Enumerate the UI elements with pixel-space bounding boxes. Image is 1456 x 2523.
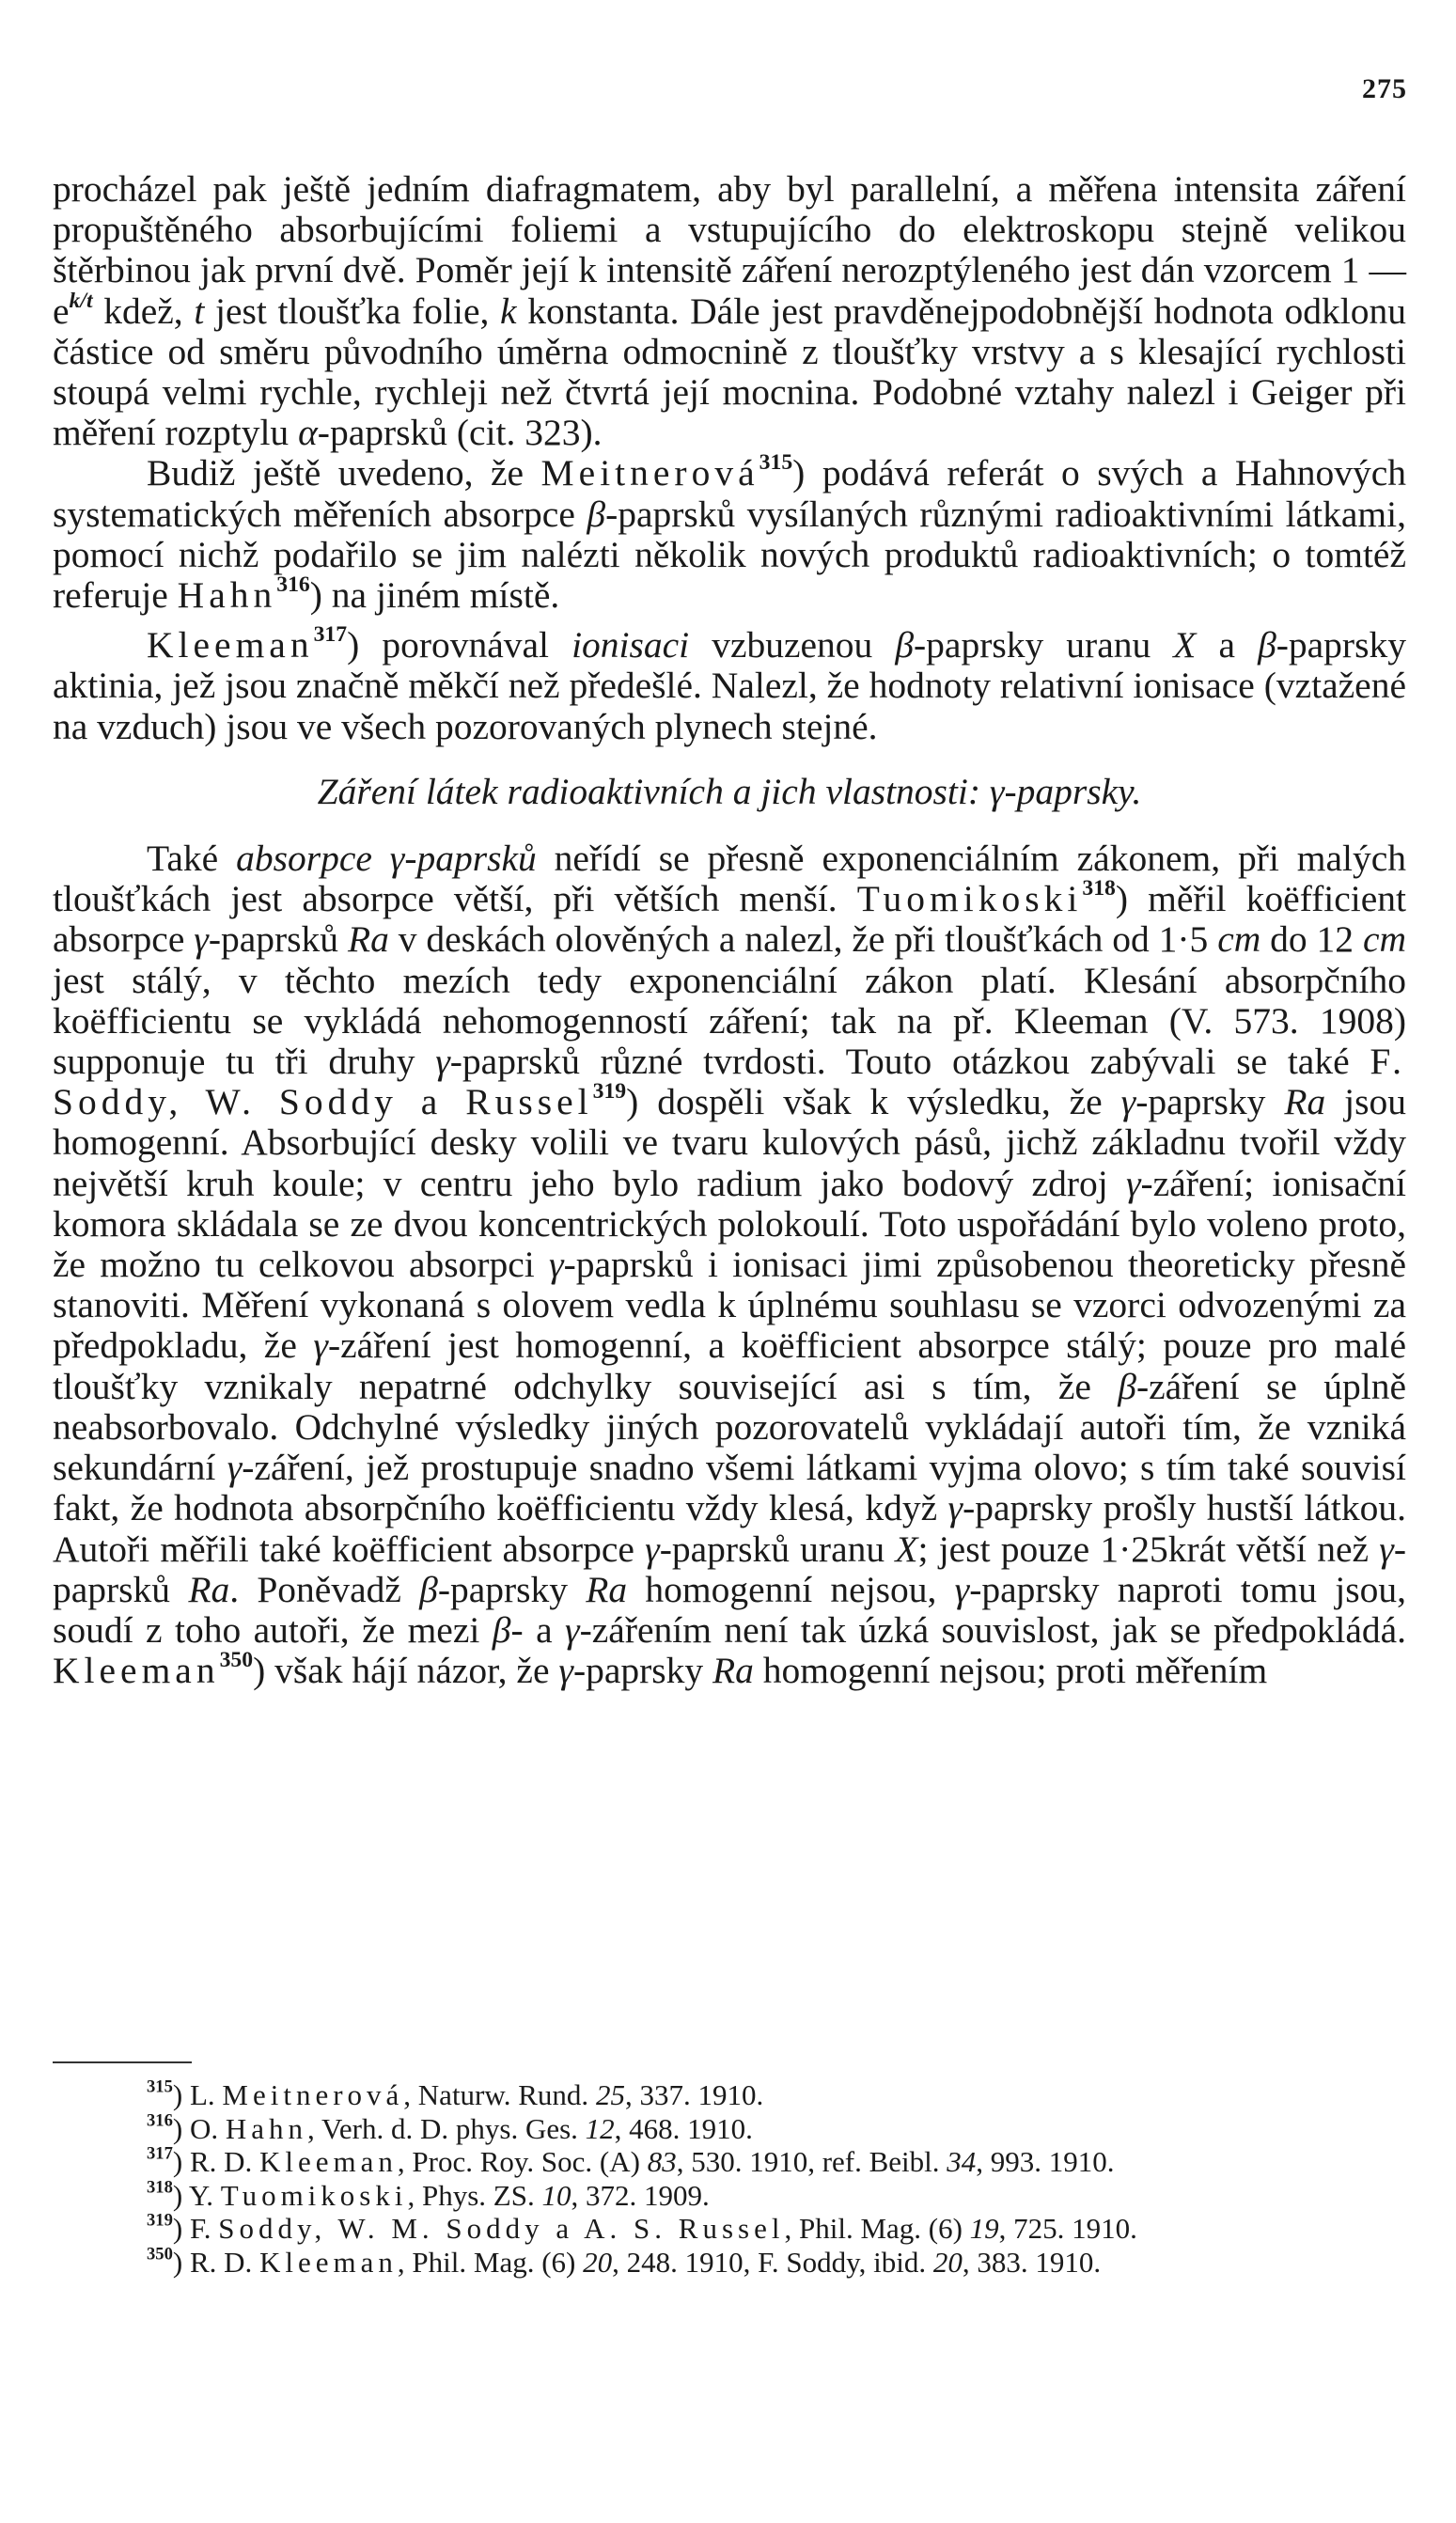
footnote-316: $^{316}$) O. Hahn, Verh. d. D. phys. Ges. 12, 468. 1910. <box>147 2110 753 2145</box>
footnote-317: $^{317}$) R. D. Kleeman, Proc. Roy. Soc. (A) 83, 530. 1910, ref. Beibl. 34, 993. 1910. <box>147 2143 1115 2178</box>
paragraph-1: procházel pak ještě jedním diafragmatem, aby byl parallelní, a měřena intensita záření propuštěného absorbujícími foliemi a vstupujícího do elektroskopu stejně velikou štěrbinou jak první dvě. Poměr její k intensitě záření nerozptýleného jest dán vzorcem 1 — $e^{k/t}$ kdež, t jest tloušťka folie, k konstanta. Dále jest pravděnejpodobnější hodnota odklonu částice od směru původního úměrna odmocnině z tloušťky vrstvy a s klesající rychlosti stoupá velmi rychle, rychleji než čtvrtá její mocnina. Podobné vztahy nalezl i Geiger při měření rozptylu α-paprsků (cit. 323). <box>53 168 1406 454</box>
paragraph-2: Budiž ještě uvedeno, že Meitnerová$^{315}$) podává referát o svých a Hahnových systematických měřeních absorpce β-paprsků vysílaných různými radioaktivními látkami, pomocí nichž podařilo se jim nalézti několik nových produktů radioaktivních; o tomtéž referuje Hahn$^{316}$) na jiném místě. <box>53 450 1406 617</box>
section-heading: Záření látek radioaktivních a jich vlastnosti: γ-paprsky. <box>317 770 1142 812</box>
footnote-350: $^{350}$) R. D. Kleeman, Phil. Mag. (6) 20, 248. 1910, F. Soddy, ibid. 20, 383. 1910. <box>147 2244 1102 2279</box>
footnote-319: $^{319}$) F. Soddy, W. M. Soddy a A. S. Russel, Phil. Mag. (6) 19, 725. 1910. <box>147 2210 1137 2245</box>
footnote-divider <box>53 2061 192 2063</box>
body-text <box>53 169 1406 1691</box>
paragraph-3: Kleeman$^{317}$) porovnával ionisaci vzbuzenou β-paprsky uranu X a β-paprsky aktinia, jež jsou značně měkčí než předešlé. Nalezl, že hodnoty relativní ionisace (vztažené na vzduch) jsou ve všech pozorovaných plynech stejné. <box>53 622 1406 747</box>
page-number: 275 <box>1362 73 1407 104</box>
paragraph-4: Také absorpce γ-paprsků neřídí se přesně exponenciálním zákonem, při malých tloušťkách jest absorpce větší, při větších menší. Tuomikoski$^{318}$) měřil koëfficient absorpce γ-paprsků Ra v deskách olověných a nalezl, že při tloušťkách od 1·5 cm do 12 cm jest stálý, v těchto mezích tedy exponenciální zákon platí. Klesání absorpčního koëfficientu se vykládá nehomogenností záření; tak na př. Kleeman (V. 573. 1908) supponuje tu tři druhy γ-paprsků různé tvrdosti. Touto otázkou zabývali se také F. Soddy, W. Soddy a Russel$^{319}$) dospěli však k výsledku, že γ-paprsky Ra jsou homogenní. Absorbující desky volili ve tvaru kulových pásů, jichž základnu tvořil vždy největší kruh koule; v centru jeho bylo radium jako bodový zdroj γ-záření; ionisační komora skládala se ze dvou koncentrických polokoulí. Toto uspořádání bylo voleno proto, že možno tu celkovou absorpci γ-paprsků i ionisaci jimi způsobenou theoreticky přesně stanoviti. Měření vykonaná s olovem vedla k úplnému souhlasu se vzorci odvozenými za předpokladu, že γ-záření jest homogenní, a koëfficient absorpce stálý; pouze pro malé tloušťky vznikaly nepatrné odchylky související asi s tím, že β-záření se úplně neabsorbovalo. Odchylné výsledky jiných pozorovatelů vykládají autoři tím, že vzniká sekundární γ-záření, jež prostupuje snadno všemi látkami vyjma olovo; s tím také souvisí fakt, že hodnota absorpčního koëfficientu vždy klesá, když γ-paprsky prošly hustší látkou. Autoři měřili také koëfficient absorpce γ-paprsků uranu X; jest pouze 1·25krát větší než γ-paprsků Ra. Poněvadž β-paprsky Ra homogenní nejsou, γ-paprsky naproti tomu jsou, soudí z toho autoři, že mezi β- a γ-zářením není tak úzká souvislost, jak se předpokládá. Kleeman$^{350}$) však hájí názor, že γ-paprsky Ra homogenní nejsou; proti měřením <box>53 838 1407 1692</box>
footnote-318: $^{318}$) Y. Tuomikoski, Phys. ZS. 10, 372. 1909. <box>147 2177 710 2212</box>
footnotes <box>53 2078 1406 2279</box>
footnote-315: $^{315}$) L. Meitnerová, Naturw. Rund. 25, 337. 1910. <box>147 2076 764 2111</box>
